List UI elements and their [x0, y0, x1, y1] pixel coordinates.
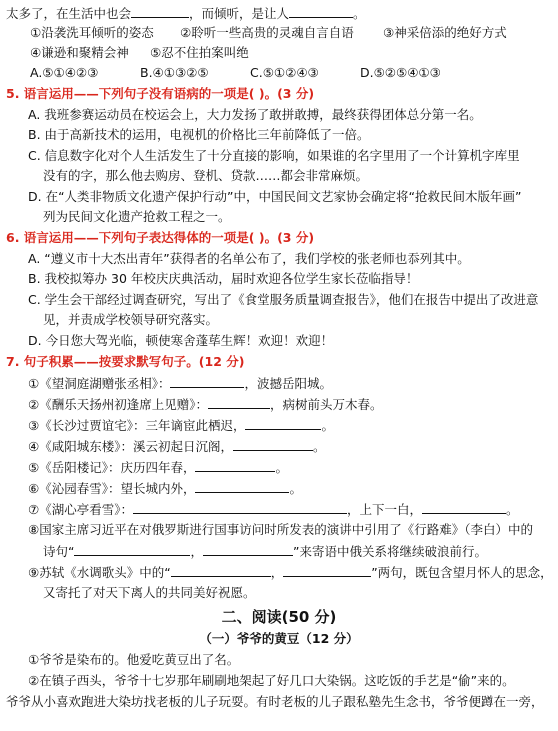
q7-item-7-prompt: ⑦《湖心亭看雪》： [28, 502, 133, 517]
answer-blank[interactable] [131, 5, 189, 18]
q4-stem-a: 太多了，在生活中也会 [6, 6, 132, 21]
q4-option-d[interactable]: D.⑤②⑤④①③ [360, 65, 441, 80]
q4-options [30, 65, 441, 81]
q7-item-6 [28, 480, 302, 497]
q7-item-8-tail: ”来寄语中俄关系将继续破浪前行。 [293, 544, 487, 559]
q7-item-4-tail: 。 [312, 439, 326, 454]
q7-item-1-tail: ，波撼岳阳城。 [244, 376, 332, 391]
q4-items-row2 [30, 45, 249, 61]
q7-item-7 [28, 501, 519, 518]
q7-item-9-cont: 又寄托了对天下离人的共同美好祝愿。 [43, 585, 256, 600]
q6-title: 6. 语言运用——下列句子表达得体的一项是( )。(3 分) [6, 230, 315, 245]
q7-item-9 [28, 564, 553, 581]
q7-item-3-prompt: ③《长沙过贾谊宅》：三年谪宦此栖迟， [28, 418, 246, 433]
q6-option-c-cont: 见，并责成学校领导研究落实。 [43, 312, 219, 327]
answer-blank[interactable] [195, 480, 289, 493]
q5-title: 5. 语言运用——下列句子没有语病的一项是( )。(3 分) [6, 86, 315, 101]
q5-option-c[interactable]: C. 信息数字化对个人生活发生了十分直接的影响，如果谁的名字里用了一个计算机字库里 [28, 148, 520, 163]
answer-blank[interactable] [245, 417, 321, 430]
q7-item-9-prompt: ⑨苏轼《水调歌头》中的“ [28, 565, 171, 580]
answer-blank[interactable] [289, 5, 353, 18]
q7-item-8-cont [43, 543, 487, 560]
q4-items-row1 [30, 25, 507, 41]
q4-item-4: ④谦逊和聚精会神 [30, 45, 129, 60]
q4-item-5: ⑤忍不住拍案叫绝 [150, 45, 249, 60]
passage-paragraph-1: ①爷爷是染布的。他爱吃黄豆出了名。 [28, 652, 240, 667]
q7-item-5-tail: 。 [275, 460, 288, 475]
answer-blank[interactable] [233, 438, 313, 451]
q5-option-d[interactable]: D. 在“人类非物质文化遗产保护行动”中，中国民间文艺家协会确定将“抢救民间木版年画” [28, 189, 522, 204]
q7-item-9-tail: ”两句，既包含望月怀人的思念， [371, 565, 553, 580]
q7-item-7-tail: 。 [505, 502, 519, 517]
q7-item-7-mid: ，上下一白， [346, 502, 422, 517]
q4-option-a[interactable]: A.⑤①④②③ [30, 65, 99, 80]
answer-blank[interactable] [171, 564, 271, 577]
q7-item-2 [28, 396, 382, 413]
q5-option-d-cont: 列为民间文化遗产抢救工程之一。 [43, 209, 231, 224]
q5-option-c-cont: 没有的字，那么他去购房、登机、贷款……都会非常麻烦。 [43, 168, 369, 183]
q4-option-c[interactable]: C.⑤①②④③ [250, 65, 319, 80]
q5-option-b[interactable]: B. 由于高新技术的运用，电视机的价格比三年前降低了一倍。 [28, 127, 370, 142]
q7-item-5-prompt: ⑤《岳阳楼记》：庆历四年春， [28, 460, 196, 475]
q7-item-5 [28, 459, 288, 476]
answer-blank[interactable] [170, 375, 244, 388]
answer-blank[interactable] [208, 396, 270, 409]
q4-stem [6, 5, 366, 22]
q7-item-2-tail: ，病树前头万木春。 [269, 397, 383, 412]
answer-blank[interactable] [203, 543, 293, 556]
answer-blank[interactable] [195, 459, 275, 472]
q7-item-9-comma: ， [270, 565, 284, 580]
q4-item-3: ③神采倍添的绝好方式 [383, 25, 507, 40]
passage-title: （一）爷爷的黄豆（12 分） [199, 631, 359, 646]
q4-stem-b: ，而倾听，是让人 [189, 6, 290, 21]
q7-item-3 [28, 417, 334, 434]
q6-option-d[interactable]: D. 今日您大驾光临，顿使寒舍蓬荜生辉！欢迎！欢迎！ [28, 333, 334, 348]
passage-paragraph-2: ②在镇子西头，爷爷十七岁那年刷刷地架起了好几口大染锅。这吃饭的手艺是“偷”来的。 [28, 673, 515, 688]
answer-blank[interactable] [74, 543, 190, 556]
q7-item-4 [28, 438, 325, 455]
q7-item-2-prompt: ②《酬乐天扬州初逢席上见赠》： [28, 397, 208, 412]
q7-item-6-prompt: ⑥《沁园春雪》：望长城内外， [28, 481, 196, 496]
q6-option-a[interactable]: A. “遵义市十大杰出青年”获得者的名单公布了，我们学校的张老师也忝列其中。 [28, 251, 470, 266]
q7-title: 7. 句子积累——按要求默写句子。(12 分) [6, 354, 245, 369]
section-title: 二、阅读(50 分) [221, 608, 337, 626]
q7-item-1 [28, 375, 332, 392]
q4-item-2: ②聆听一些高贵的灵魂自言自语 [180, 25, 354, 40]
q6-option-b[interactable]: B. 我校拟筹办 30 年校庆庆典活动，届时欢迎各位学生家长莅临指导！ [28, 271, 419, 286]
q7-item-4-prompt: ④《咸阳城东楼》：溪云初起日沉阁， [28, 439, 233, 454]
answer-blank[interactable] [422, 501, 506, 514]
q6-option-c[interactable]: C. 学生会干部经过调查研究，写出了《食堂服务质量调查报告》，他们在报告中提出了改进意 [28, 292, 539, 307]
q7-item-6-tail: 。 [289, 481, 302, 496]
answer-blank[interactable] [283, 564, 371, 577]
q7-item-8: ⑧国家主席习近平在对俄罗斯进行国事访问时所发表的演讲中引用了《行路难》（李白）中的 [28, 522, 533, 537]
answer-blank[interactable] [133, 501, 347, 514]
q4-option-b[interactable]: B.④①③②⑤ [140, 65, 209, 80]
passage-paragraph-2-cont: 爷爷从小喜欢跑进大染坊找老板的儿子玩耍。有时老板的儿子跟私塾先生念书，爷爷便蹲在一旁， [6, 694, 544, 709]
q5-option-a[interactable]: A. 我班参赛运动员在校运会上，大力发扬了敢拼敢搏，最终获得团体总分第一名。 [28, 107, 482, 122]
q7-item-1-prompt: ①《望洞庭湖赠张丞相》： [28, 376, 171, 391]
q7-item-8-comma: ， [190, 544, 203, 559]
q7-item-8-quote-open: 诗句“ [43, 544, 75, 559]
q7-item-3-tail: 。 [321, 418, 334, 433]
q4-stem-c: 。 [353, 6, 366, 21]
q4-item-1: ①沿袭洗耳倾听的姿态 [30, 25, 154, 40]
